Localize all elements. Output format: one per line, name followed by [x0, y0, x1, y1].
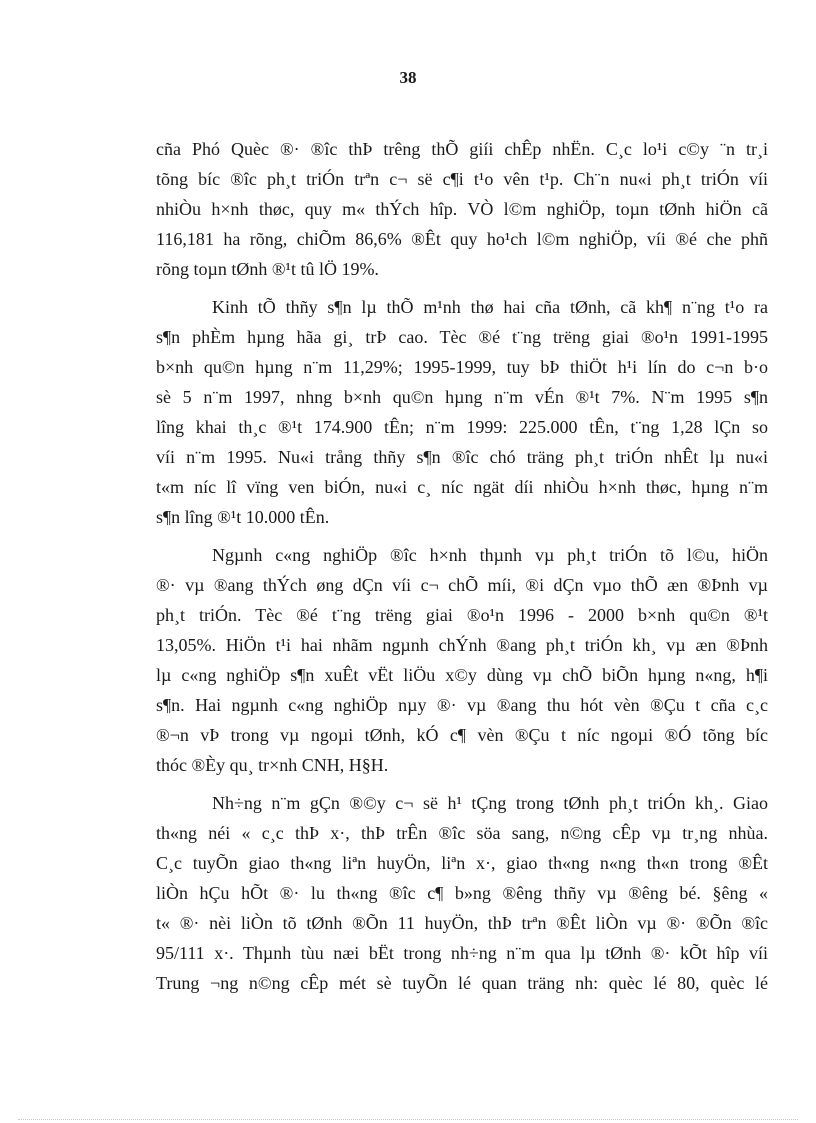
text-line: ®¬n vÞ trong vµ ngoµi tØnh, kÓ c¶ vèn ®Çu t níc ngoµi ®Ó tõng bíc — [156, 725, 768, 745]
text-line: C¸c tuyÕn giao th«ng liªn huyÖn, liªn x·, giao th«ng n«ng th«n trong ®Êt — [156, 853, 768, 873]
paragraph-2 — [156, 292, 768, 532]
page-bottom-divider — [18, 1119, 798, 1120]
text-line: Kinh tÕ thñy s¶n lµ thÕ m¹nh thø hai cña tØnh, cã kh¶ n¨ng t¹o ra — [212, 297, 768, 317]
text-line: th«ng néi « c¸c thÞ x·, thÞ trÊn ®îc söa sang, n©ng cÊp vµ tr¸ng nhùa. — [156, 823, 768, 843]
text-line: s¶n lîng ®¹t 10.000 tÊn. — [156, 507, 330, 527]
text-line: lµ c«ng nghiÖp s¶n xuÊt vËt liÖu x©y dùng vµ chÕ biÕn hµng n«ng, h¶i — [156, 665, 768, 685]
page-number: 38 — [399, 68, 417, 87]
text-line: 116,181 ha rõng, chiÕm 86,6% ®Êt quy ho¹ch l©m nghiÖp, víi ®é che phñ — [156, 229, 768, 249]
text-line: ph¸t triÓn. Tèc ®é t¨ng trëng giai ®o¹n 1996 - 2000 b×nh qu©n ®¹t — [156, 605, 768, 625]
text-line: víi n¨m 1995. Nu«i trång thñy s¶n ®îc chó träng ph¸t triÓn nhÊt lµ nu«i — [156, 447, 768, 467]
text-line: cña Phó Quèc ®· ®îc thÞ trêng thÕ giíi chÊp nhËn. C¸c lo¹i c©y ¨n tr¸i — [156, 139, 768, 159]
text-line: ®· vµ ®ang thÝch øng dÇn víi c¬ chÕ míi, ®i dÇn vµo thÕ æn ®Þnh vµ — [156, 575, 768, 595]
text-line: Ngµnh c«ng nghiÖp ®îc h×nh thµnh vµ ph¸t triÓn tõ l©u, hiÖn — [212, 545, 768, 565]
text-line: sè 5 n¨m 1997, nhng b×nh qu©n hµng n¨m vÉn ®¹t 7%. N¨m 1995 s¶n — [156, 387, 768, 407]
text-line: b×nh qu©n hµng n¨m 11,29%; 1995-1999, tuy bÞ thiÖt h¹i lín do c¬n b·o — [156, 357, 768, 377]
text-line: liÒn hÇu hÕt ®· lu th«ng ®îc c¶ b»ng ®êng thñy vµ ®êng bé. §êng « — [156, 883, 768, 903]
text-line: s¶n. Hai ngµnh c«ng nghiÖp nµy ®· vµ ®ang thu hót vèn ®Çu t cña c¸c — [156, 695, 768, 715]
text-line: t« ®· nèi liÒn tõ tØnh ®Õn 11 huyÖn, thÞ trªn ®Êt liÒn vµ ®· ®Õn ®îc — [156, 913, 768, 933]
paragraph-4 — [156, 788, 768, 998]
text-line: lîng khai th¸c ®¹t 174.900 tÊn; n¨m 1999: 225.000 tÊn, t¨ng 1,28 lÇn so — [156, 417, 768, 437]
text-line: 95/111 x·. Thµnh tùu næi bËt trong nh÷ng n¨m qua lµ tØnh ®· kÕt hîp víi — [156, 943, 768, 963]
text-line: tõng bíc ®îc ph¸t triÓn trªn c¬ së c¶i t¹o vên t¹p. Ch¨n nu«i ph¸t triÓn víi — [156, 169, 768, 189]
text-line: Trung ¬ng n©ng cÊp mét sè tuyÕn lé quan träng nh: quèc lé 80, quèc lé — [156, 973, 768, 993]
paragraph-3 — [156, 540, 768, 780]
text-line: rõng toµn tØnh ®¹t tû lÖ 19%. — [156, 259, 379, 279]
text-line: t«m níc lî vïng ven biÓn, nu«i c¸ níc ngät díi nhiÒu h×nh thøc, hµng n¨m — [156, 477, 768, 497]
paragraph-1 — [156, 134, 768, 284]
text-line: thóc ®Èy qu¸ tr×nh CNH, H§H. — [156, 755, 389, 775]
text-line: 13,05%. HiÖn t¹i hai nhãm ngµnh chÝnh ®ang ph¸t triÓn kh¸ vµ æn ®Þnh — [156, 635, 768, 655]
text-line: nhiÒu h×nh thøc, quy m« thÝch hîp. VÒ l©m nghiÖp, toµn tØnh hiÖn cã — [156, 199, 768, 219]
body-text — [156, 134, 768, 1006]
text-line: s¶n phÈm hµng hãa gi¸ trÞ cao. Tèc ®é t¨ng trëng giai ®o¹n 1991-1995 — [156, 327, 768, 347]
text-line: Nh÷ng n¨m gÇn ®©y c¬ së h¹ tÇng trong tØnh ph¸t triÓn kh¸. Giao — [212, 793, 768, 813]
